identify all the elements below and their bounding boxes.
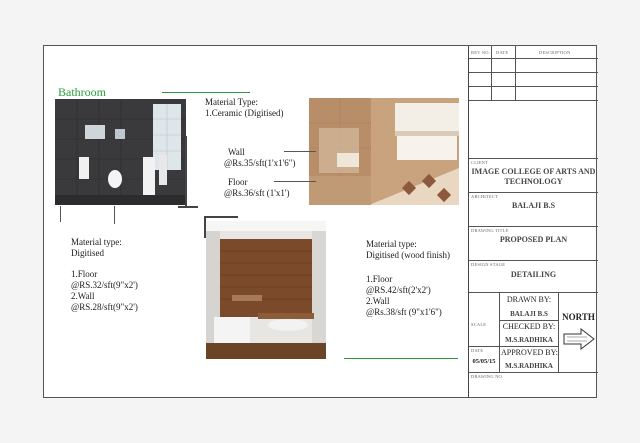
material-item: 1.Floor bbox=[366, 274, 393, 284]
date-label: DATE bbox=[471, 348, 484, 353]
wall-price: @Rs.35/sft(1'x1'6") bbox=[224, 158, 296, 168]
design-stage-label: DESIGN STAGE bbox=[471, 262, 506, 267]
drawn-by: BALAJI B.S bbox=[510, 310, 548, 318]
bathroom-photo-dark-tiles bbox=[55, 99, 186, 205]
drawn-by-label: DRAWN BY: bbox=[506, 295, 552, 304]
rev-no-header: REV NO. bbox=[471, 50, 491, 55]
design-stage: DETAILING bbox=[510, 270, 557, 279]
divider bbox=[469, 346, 558, 347]
page-title: Bathroom bbox=[58, 85, 106, 99]
rev-col-line bbox=[491, 46, 492, 100]
material-price: @RS.28/sft(9"x2') bbox=[71, 302, 138, 312]
divider bbox=[469, 192, 598, 193]
material-item: 1.Floor bbox=[71, 269, 98, 279]
leader-line bbox=[60, 206, 61, 222]
divider bbox=[469, 226, 598, 227]
north-arrow-icon bbox=[563, 328, 595, 350]
checked-by-label: CHECKED BY: bbox=[502, 322, 556, 331]
checked-by: M.S.RADHIKA bbox=[505, 336, 553, 344]
material-type-value: Digitised bbox=[71, 248, 104, 258]
drawing-title-label: DRAWING TITLE bbox=[471, 228, 509, 233]
scale-label: SCALE bbox=[471, 322, 487, 327]
bathroom-photo-shower bbox=[309, 98, 459, 205]
divider bbox=[469, 158, 598, 159]
divider bbox=[558, 292, 559, 372]
rev-row-line bbox=[469, 86, 598, 87]
approved-by: M.S.RADHIKA bbox=[505, 362, 553, 370]
client-label: CLIENT bbox=[471, 160, 489, 165]
bathroom-photo-wood-finish bbox=[206, 221, 326, 359]
photo-bracket bbox=[178, 206, 198, 208]
architect-name: BALAJI B.S bbox=[511, 201, 556, 210]
divider bbox=[499, 292, 500, 372]
material-item: 2.Wall bbox=[366, 296, 390, 306]
wall-label: Wall bbox=[228, 147, 245, 157]
approved-by-label: APPROVED BY: bbox=[501, 348, 558, 357]
floor-label: Floor bbox=[228, 177, 248, 187]
drawing-no-label: DRAWING NO. bbox=[471, 374, 504, 379]
material-price: @RS.42/sft(2'x2') bbox=[366, 285, 431, 295]
photo-bracket bbox=[204, 216, 238, 218]
material-item: 2.Wall bbox=[71, 291, 95, 301]
material-type-value: Digitised (wood finish) bbox=[366, 250, 450, 260]
floor-leader-line bbox=[274, 181, 316, 182]
material-type-label: Material Type: bbox=[205, 97, 258, 107]
leader-line bbox=[114, 206, 115, 224]
description-header: DESCRIPTION bbox=[539, 50, 571, 55]
wall-leader-line bbox=[284, 151, 316, 152]
photo-bracket bbox=[185, 136, 187, 208]
divider bbox=[469, 372, 598, 373]
material-type-value: 1.Ceramic (Digitised) bbox=[205, 108, 284, 118]
floor-price: @Rs.36/sft (1'x1') bbox=[224, 188, 290, 198]
rev-col-line bbox=[515, 46, 516, 100]
accent-line-top bbox=[162, 92, 250, 93]
architect-label: ARCHITECT bbox=[471, 194, 499, 199]
title-block bbox=[468, 46, 598, 397]
material-type-label: Material type: bbox=[71, 237, 122, 247]
material-price: @RS.32/sft(9"x2') bbox=[71, 280, 138, 290]
material-type-label: Material type: bbox=[366, 239, 417, 249]
rev-row-line bbox=[469, 100, 598, 101]
rev-row-line bbox=[469, 58, 598, 59]
drawing-sheet bbox=[43, 45, 597, 398]
north-label: NORTH bbox=[562, 312, 595, 322]
divider bbox=[499, 320, 558, 321]
rev-row-line bbox=[469, 72, 598, 73]
client-name: IMAGE COLLEGE OF ARTS AND TECHNOLOGY bbox=[471, 167, 596, 186]
material-price: @Rs.38/sft (9"x1'6") bbox=[366, 307, 442, 317]
accent-line-bottom bbox=[344, 358, 458, 359]
divider bbox=[469, 292, 598, 293]
drawing-title: PROPOSED PLAN bbox=[499, 235, 568, 244]
date-value: 05/05/15 bbox=[472, 358, 496, 365]
date-header: DATE bbox=[496, 50, 509, 55]
divider bbox=[469, 260, 598, 261]
